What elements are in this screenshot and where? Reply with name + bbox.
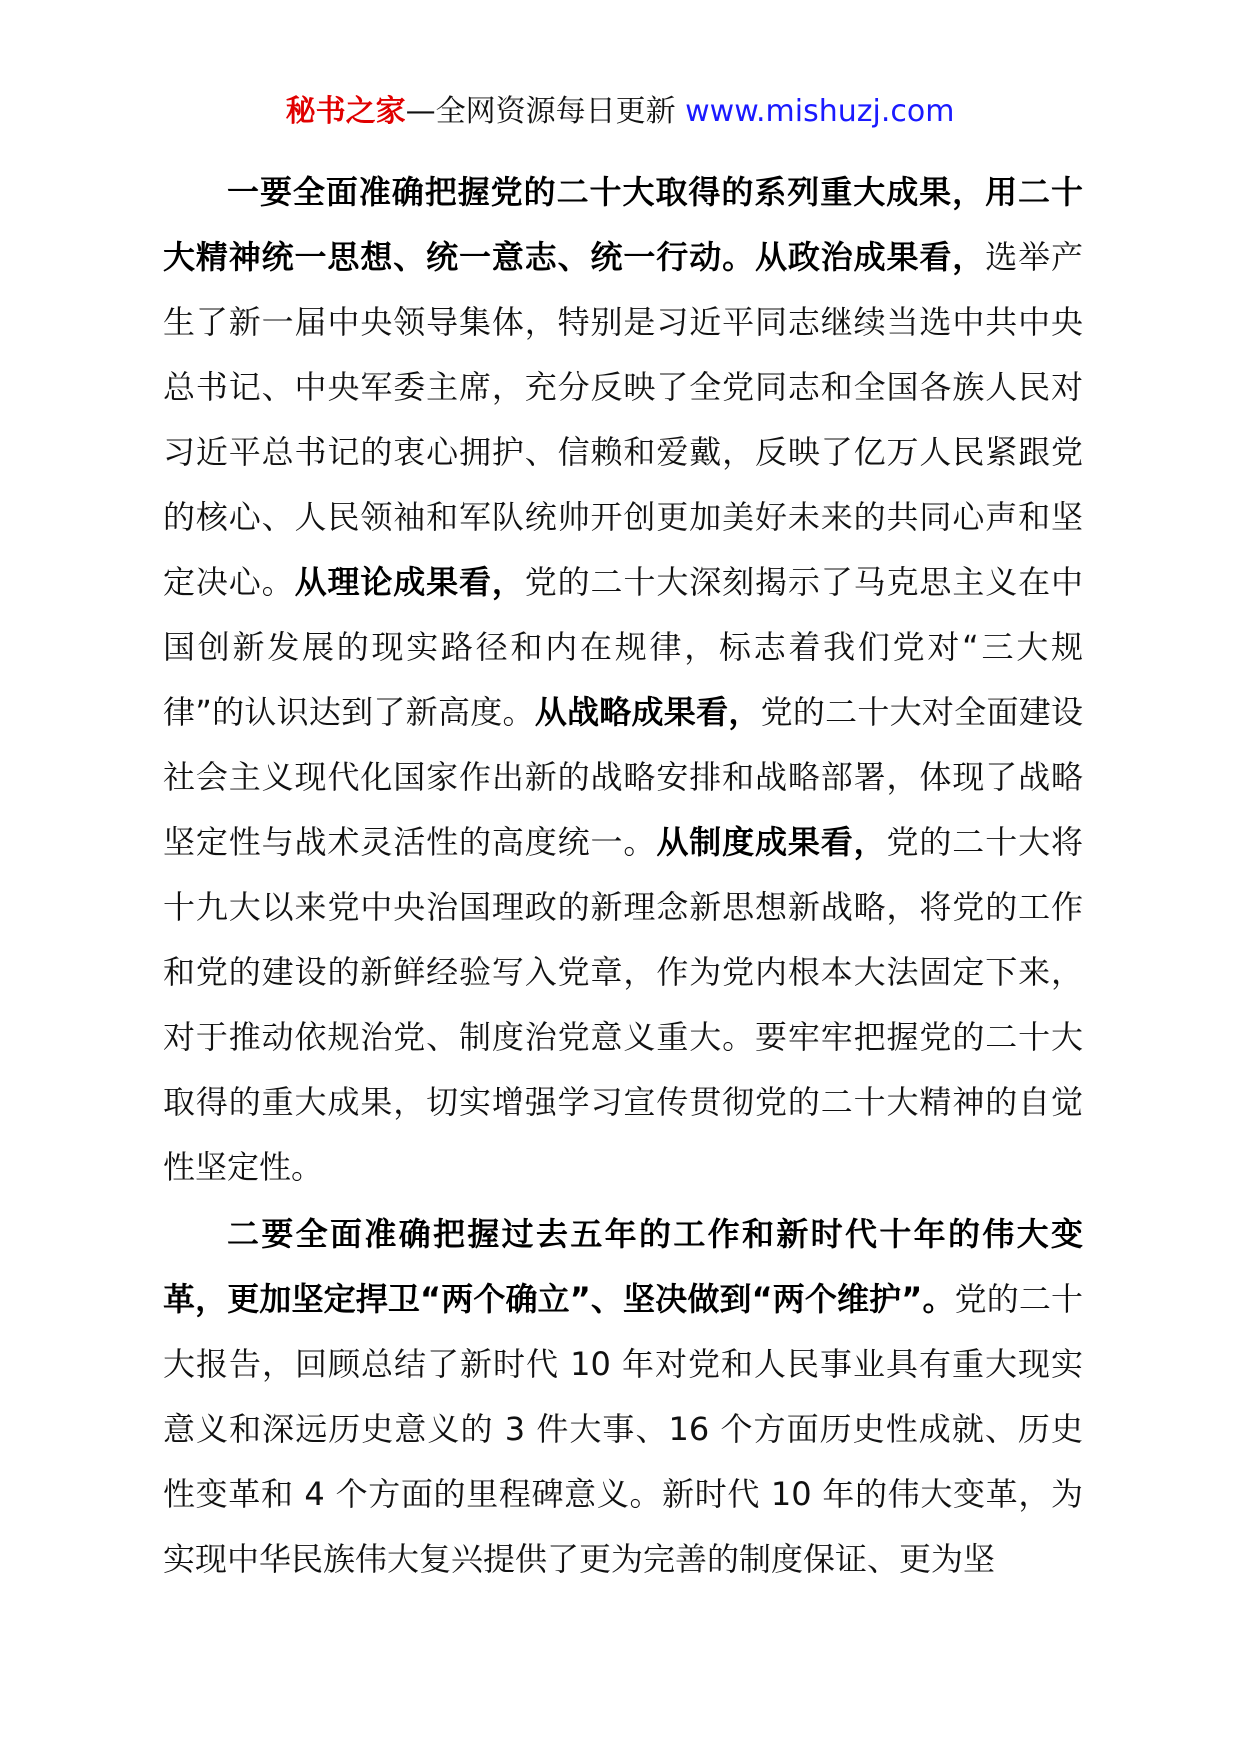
- header-brand: 秘书之家: [285, 94, 406, 129]
- header-url[interactable]: www.mishuzj.com: [685, 94, 955, 129]
- document-body: [163, 160, 1083, 1594]
- paragraph-1-run-9: 党的二十大将十九大以来党中央治国理政的新理念新思想新战略，将党的工作和党的建设的新鲜经验写入党章，作为党内根本大法固定下来，对于推动依规治党、制度治党意义重大。要牢牢把握党的二十大取得的重大成果，切实增强学习宣传贯彻党的二十大精神的自觉性坚定性。: [163, 823, 1083, 1186]
- paragraph-2-run-1: 二要全面准确把握过去五年的工作和新时代十年的伟大变革，更加坚定捍卫“两个确立”、坚决做到“两个维护”。: [163, 1215, 1083, 1318]
- paragraph-1-run-5: 党的二十大深刻揭示了马克思主义在中国创新发展的现实路径和内在规律，标志着我们党对“三大规律”的认识达到了新高度。: [163, 563, 1083, 731]
- paragraph-1: [163, 160, 1083, 1200]
- header-tagline: —全网资源每日更新: [405, 94, 676, 129]
- paragraph-1-run-6: 从战略成果看，: [534, 693, 761, 731]
- paragraph-2-run-2: 党的二十大报告，回顾总结了新时代 10 年对党和人民事业具有重大现实意义和深远历史意义的 3 件大事、16 个方面历史性成就、历史性变革和 4 个方面的里程碑意义。新时代 10 年的伟大变革，为实现中华民族伟大复兴提供了更为完善的制度保证、更为坚: [163, 1280, 1083, 1578]
- paragraph-1-run-3: 选举产生了新一届中央领导集体，特别是习近平同志继续当选中共中央总书记、中央军委主席，充分反映了全党同志和全国各族人民对习近平总书记的衷心拥护、信赖和爱戴，反映了亿万人民紧跟党的核心、人民领袖和军队统帅开创更加美好未来的共同心声和坚定决心。: [163, 238, 1083, 601]
- paragraph-1-run-7: 党的二十大对全面建设社会主义现代化国家作出新的战略安排和战略部署，体现了战略坚定性与战术灵活性的高度统一。: [163, 693, 1083, 861]
- paragraph-1-run-4: 从理论成果看，: [294, 563, 525, 601]
- paragraph-2: [163, 1202, 1083, 1592]
- page-header: [0, 92, 1240, 132]
- paragraph-1-run-1: 一要全面准确把握党的二十大取得的系列重大成果，用二十大精神统一思想、统一意志、统一行动。: [163, 173, 1083, 276]
- paragraph-1-run-2: 从政治成果看，: [754, 238, 986, 276]
- paragraph-1-run-8: 从制度成果看，: [656, 823, 887, 861]
